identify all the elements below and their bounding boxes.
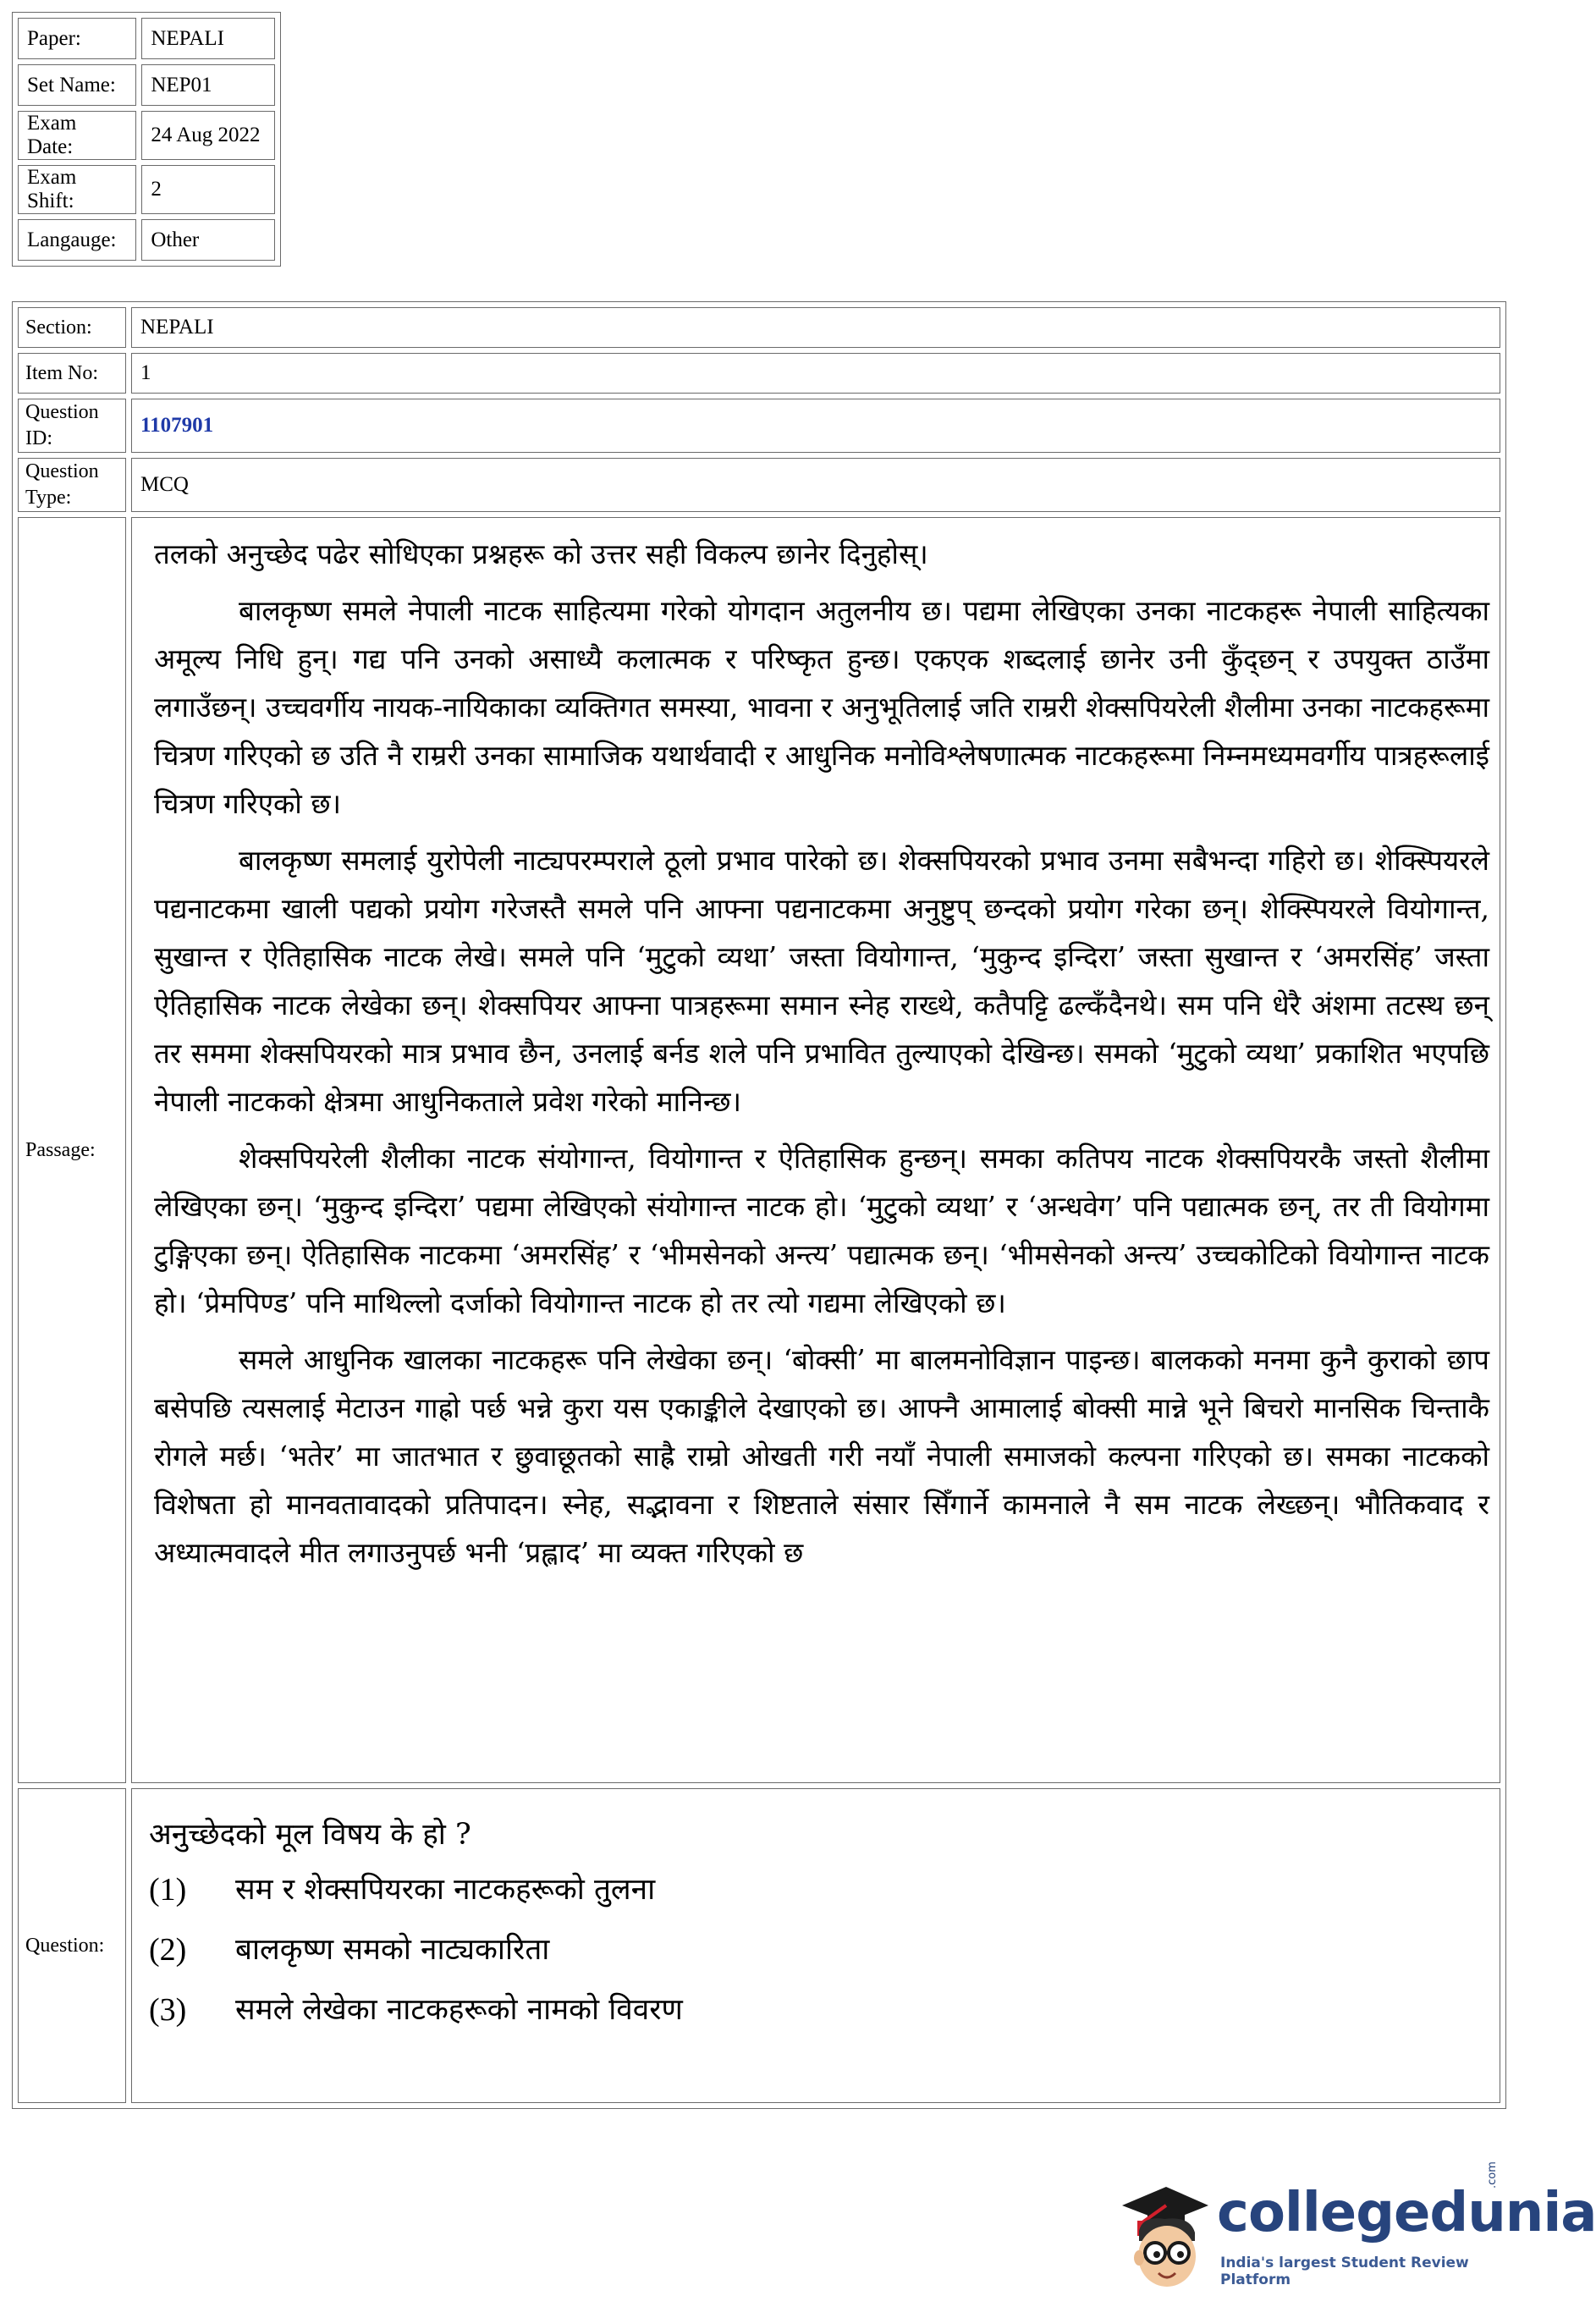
meta-row-language — [18, 219, 275, 261]
question-type-value: MCQ — [131, 458, 1500, 512]
option-number: (2) — [149, 1932, 187, 1968]
meta-label: Exam Shift: — [18, 165, 136, 214]
meta-label: Langauge: — [18, 219, 136, 261]
meta-row-paper — [18, 18, 275, 59]
brand-com: .com — [1486, 2161, 1499, 2189]
row-passage — [18, 517, 1500, 1783]
meta-row-exam-shift — [18, 165, 275, 214]
option-3 — [149, 1980, 1489, 2040]
meta-value: 24 Aug 2022 — [141, 111, 275, 160]
row-section — [18, 307, 1500, 348]
question-text: अनुच्छेदको मूल विषय के हो ? — [149, 1818, 471, 1852]
item-no-label: Item No: — [18, 353, 126, 394]
option-2 — [149, 1920, 1489, 1980]
row-item-no — [18, 353, 1500, 394]
passage-label: Passage: — [18, 517, 126, 1783]
question-cell — [131, 1788, 1500, 2103]
question-label: Question: — [18, 1788, 126, 2103]
section-label: Section: — [18, 307, 126, 348]
passage-instruction: तलको अनुच्छेद पढेर सोधिएका प्रश्नहरू को उत्तर सही विकल्प छानेर दिनुहोस्। — [154, 537, 928, 570]
question-type-label: Question Type: — [18, 458, 126, 512]
passage — [154, 518, 1489, 1577]
meta-value: 2 — [141, 165, 275, 214]
meta-label: Paper: — [18, 18, 136, 59]
brand-tagline: India's largest Student Review Platform — [1220, 2255, 1469, 2288]
option-number: (3) — [149, 1992, 187, 2028]
meta-row-exam-date — [18, 111, 275, 160]
passage-paragraph: बालकृष्ण समलाई युरोपेली नाट्यपरम्पराले ठूलो प्रभाव पारेको छ। शेक्सपियरको प्रभाव उनमा सबैभन्दा गहिरो छ। शेक्स्पियरले पद्यनाटकमा खाली पद्यको प्रयोग गरेजस्तै समले पनि आफ्ना पद्यनाटकमा अनुष्टुप् छन्दको प्रयोग गरेका छन्। शेक्स्पियरले वियोगान्त, सुखान्त र ऐतिहासिक नाटक लेखे। समले पनि ‘मुटुको व्यथा’ जस्ता वियोगान्त, ‘मुकुन्द इन्दिरा’ जस्ता सुखान्त र ‘अमरसिंह’ जस्ता ऐतिहासिक नाटक लेखेका छन्। शेक्सपियर आफ्ना पात्रहरूमा समान स्नेह राख्थे, कतैपट्टि ढल्कँदैनथे। सम पनि धेरै अंशमा तटस्थ छन् तर सममा शेक्सपियरको मात्र प्रभाव छैन, उनलाई बर्नड शले पनि प्रभावित तुल्याएको देखिन्छ। समको ‘मुटुको व्यथा’ प्रकाशित भएपछि नेपाली नाटकको क्षेत्रमा आधुनिकताले प्रवेश गरेको मानिन्छ। — [154, 844, 1489, 1118]
passage-paragraph: बालकृष्ण समले नेपाली नाटक साहित्यमा गरेको योगदान अतुलनीय छ। पद्यमा लेखिएका उनका नाटकहरू नेपाली साहित्यका अमूल्य निधि हुन्। गद्य पनि उनको असाध्यै कलात्मक र परिष्कृत हुन्छ। एकएक शब्दलाई छानेर उनी कुँद्छन् र उपयुक्त ठाउँमा लगाउँछन्। उच्चवर्गीय नायक-नायिकाका व्यक्तिगत समस्या, भावना र अनुभूतिलाई जति राम्ररी शेक्सपियरेली शैलीमा उनका नाटकहरूमा चित्रण गरिएको छ उति नै राम्ररी उनका सामाजिक यथार्थवादी र आधुनिक मनोविश्लेषणात्मक नाटकहरूमा निम्नमध्यमवर्गीय पात्रहरूलाई चित्रण गरिएको छ। — [154, 594, 1489, 820]
meta-value: NEPALI — [141, 18, 275, 59]
meta-value: Other — [141, 219, 275, 261]
option-text: सम र शेक्सपियरका नाटकहरूको तुलना — [235, 1873, 656, 1907]
mascot-icon — [1114, 2172, 1215, 2299]
question-id-cell — [131, 399, 1500, 453]
meta-value: NEP01 — [141, 64, 275, 106]
row-question — [18, 1788, 1500, 2103]
meta-label: Exam Date: — [18, 111, 136, 160]
collegedunia-logo[interactable] — [1114, 2161, 1596, 2299]
meta-row-set-name — [18, 64, 275, 106]
question-id-label: Question ID: — [18, 399, 126, 453]
row-question-type — [18, 458, 1500, 512]
cropped-edge — [132, 2084, 1500, 2102]
passage-cell — [131, 517, 1500, 1783]
brand-name: collegedunia — [1217, 2182, 1596, 2244]
option-text: बालकृष्ण समको नाट्यकारिता — [235, 1933, 550, 1967]
section-value: NEPALI — [131, 307, 1500, 348]
option-text: समले लेखेका नाटकहरूको नामको विवरण — [235, 1993, 683, 2027]
exam-meta-table — [12, 12, 281, 267]
question-id-value: 1107901 — [140, 414, 214, 437]
option-1 — [149, 1860, 1489, 1920]
passage-paragraph: शेक्सपियरेली शैलीका नाटक संयोगान्त, वियोगान्त र ऐतिहासिक हुन्छन्। समका कतिपय नाटक शेक्सपियरकै जस्तो शैलीमा लेखिएका छन्। ‘मुकुन्द इन्दिरा’ पद्यमा लेखिएको संयोगान्त नाटक हो। ‘मुटुको व्यथा’ र ‘अन्धवेग’ पनि पद्यात्मक छन्, तर ती वियोगमा टुङ्गिएका छन्। ऐतिहासिक नाटकमा ‘अमरसिंह’ र ‘भीमसेनको अन्त्य’ पद्यात्मक छन्। ‘भीमसेनको अन्त्य’ उच्चकोटिको वियोगान्त नाटक हो। ‘प्रेमपिण्ड’ पनि माथिल्लो दर्जाको वियोगान्त नाटक हो तर त्यो गद्यमा लेखिएको छ। — [154, 1142, 1490, 1319]
option-number: (1) — [149, 1872, 187, 1908]
item-no-value: 1 — [131, 353, 1500, 394]
question-item-table — [12, 301, 1506, 2109]
row-question-id — [18, 399, 1500, 453]
meta-label: Set Name: — [18, 64, 136, 106]
passage-paragraph: समले आधुनिक खालका नाटकहरू पनि लेखेका छन्। ‘बोक्सी’ मा बालमनोविज्ञान पाइन्छ। बालकको मनमा कुनै कुराको छाप बसेपछि त्यसलाई मेटाउन गाह्रो पर्छ भन्ने कुरा यस एकाङ्कीले देखाएको छ। आफ्नै आमालाई बोक्सी मान्ने भूने बिचरो मानसिक चिन्ताकै रोगले मर्छ। ‘भतेर’ मा जातभात र छुवाछूतको साह्रै राम्रो ओखती गरी नयाँ नेपाली समाजको कल्पना गरिएको छ। समका नाटकको विशेषता हो मानवतावादको प्रतिपादन। स्नेह, सद्भावना र शिष्टताले संसार सिँगार्ने कामनाले नै सम नाटक लेख्छन्। भौतिकवाद र अध्यात्मवादले मीत लगाउनुपर्छ भनी ‘प्रह्लाद’ मा व्यक्त गरिएको छ — [154, 1343, 1489, 1569]
